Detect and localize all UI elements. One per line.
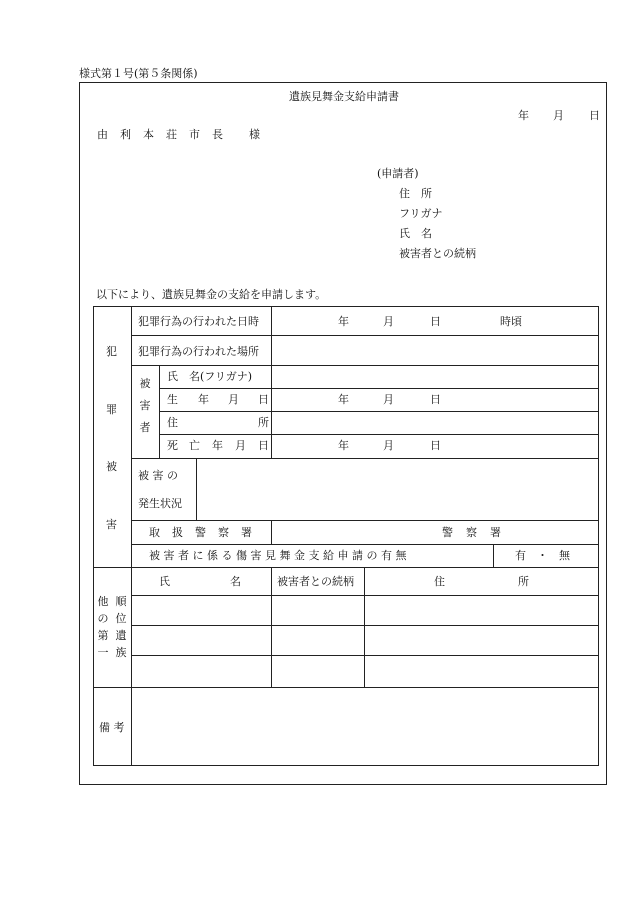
label-char: 生 — [167, 393, 178, 406]
label-char: 遺 — [115, 629, 127, 642]
label-char: 一 — [97, 646, 109, 659]
label-char: 他 — [97, 595, 109, 608]
label-char: 住 — [434, 575, 445, 588]
label-char: 第 — [97, 629, 109, 642]
label-char: 日 — [258, 393, 269, 406]
addressee-char: 長 — [212, 128, 223, 141]
applicant-furigana-label: フリガナ — [399, 207, 443, 220]
other-family-side-label-left — [94, 596, 112, 658]
table-line — [131, 544, 599, 545]
label-char: 署 — [241, 526, 252, 539]
label-char: 族 — [115, 646, 127, 659]
table-line — [271, 567, 272, 687]
table-line — [131, 306, 132, 766]
label-char: 察 — [466, 526, 477, 539]
injury-claim-choice: 有 ・ 無 — [515, 549, 570, 562]
crime-datetime-year: 年 — [338, 315, 349, 328]
date-day-label: 日 — [589, 109, 600, 122]
table-line — [93, 687, 599, 688]
label-char: の — [97, 612, 109, 625]
applicant-name-label: 氏 名 — [399, 227, 432, 240]
label-char: 警 — [442, 526, 453, 539]
addressee-honorific: 様 — [249, 128, 260, 141]
label-char: 位 — [115, 612, 127, 625]
victim-label-char: 者 — [139, 421, 151, 434]
intro-text: 以下により、遺族見舞金の支給を申請します。 — [96, 288, 327, 301]
form-number: 様式第１号(第５条関係) — [79, 67, 198, 80]
applicant-address-label: 住 所 — [399, 187, 432, 200]
crime-datetime-day: 日 — [430, 315, 441, 328]
damage-situation-label-line1: 被 害 の — [138, 469, 178, 482]
label-char: 扱 — [172, 526, 183, 539]
crime-datetime-label: 犯罪行為の行われた日時 — [138, 315, 259, 328]
crime-datetime-hour: 時頃 — [500, 315, 522, 328]
crime-place-label: 犯罪行為の行われた場所 — [138, 345, 259, 358]
table-line — [196, 458, 197, 520]
label-char: 亡 — [189, 439, 200, 452]
victim-death-year: 年 — [338, 439, 349, 452]
label-char: 死 — [167, 439, 178, 452]
table-line — [271, 306, 272, 458]
table-line — [493, 544, 494, 567]
date-year-label: 年 — [518, 109, 529, 122]
label-char: 察 — [218, 526, 229, 539]
addressee-char: 本 — [143, 128, 154, 141]
victim-death-day: 日 — [430, 439, 441, 452]
label-char: 取 — [149, 526, 160, 539]
label-char: 名 — [230, 575, 241, 588]
table-line — [131, 625, 599, 626]
side-label-char: 害 — [106, 518, 117, 531]
date-month-label: 月 — [553, 109, 564, 122]
label-char: 警 — [195, 526, 206, 539]
table-line — [159, 365, 160, 458]
remarks-label: 備 考 — [99, 721, 125, 734]
side-label-char: 被 — [106, 460, 117, 473]
table-line — [131, 655, 599, 656]
victim-name-label: 氏 名(フリガナ) — [167, 370, 253, 383]
table-line — [159, 411, 599, 412]
victim-birth-year: 年 — [338, 393, 349, 406]
label-char: 年 — [198, 393, 209, 406]
table-line — [131, 335, 599, 336]
victim-side-label — [131, 378, 159, 433]
table-line — [131, 520, 599, 521]
label-char: 所 — [258, 416, 269, 429]
addressee-char: 荘 — [166, 128, 177, 141]
label-char: 氏 — [159, 575, 170, 588]
victim-birth-month: 月 — [383, 393, 394, 406]
other-family-side-label-right — [112, 596, 130, 658]
addressee-char: 市 — [189, 128, 200, 141]
table-line — [131, 595, 599, 596]
damage-situation-label-line2: 発生状況 — [138, 497, 182, 510]
label-char: 日 — [258, 439, 269, 452]
victim-death-month: 月 — [383, 439, 394, 452]
side-label-char: 犯 — [106, 345, 117, 358]
column-header-relation: 被害者との続柄 — [277, 575, 354, 588]
label-char: 署 — [490, 526, 501, 539]
applicant-relation-label: 被害者との続柄 — [399, 247, 476, 260]
table-line — [159, 434, 599, 435]
label-char: 月 — [228, 393, 239, 406]
addressee-char: 利 — [120, 128, 131, 141]
victim-birth-day: 日 — [430, 393, 441, 406]
victim-label-char: 害 — [139, 399, 151, 412]
label-char: 所 — [518, 575, 529, 588]
crime-datetime-month: 月 — [383, 315, 394, 328]
table-line — [131, 458, 599, 459]
form-title: 遺族見舞金支給申請書 — [289, 90, 399, 103]
table-line — [131, 365, 599, 366]
label-char: 月 — [235, 439, 246, 452]
table-line — [271, 520, 272, 544]
table-line — [364, 567, 365, 687]
table-line — [159, 388, 599, 389]
injury-claim-label: 被 害 者 に 係 る 傷 害 見 舞 金 支 給 申 請 の 有 無 — [149, 549, 407, 562]
table-line — [93, 567, 599, 568]
label-char: 住 — [167, 416, 178, 429]
label-char: 年 — [212, 439, 223, 452]
victim-label-char: 被 — [139, 377, 151, 390]
applicant-heading: (申請者) — [377, 167, 419, 180]
label-char: 順 — [115, 595, 127, 608]
side-label-char: 罪 — [106, 403, 117, 416]
addressee-char: 由 — [97, 128, 108, 141]
